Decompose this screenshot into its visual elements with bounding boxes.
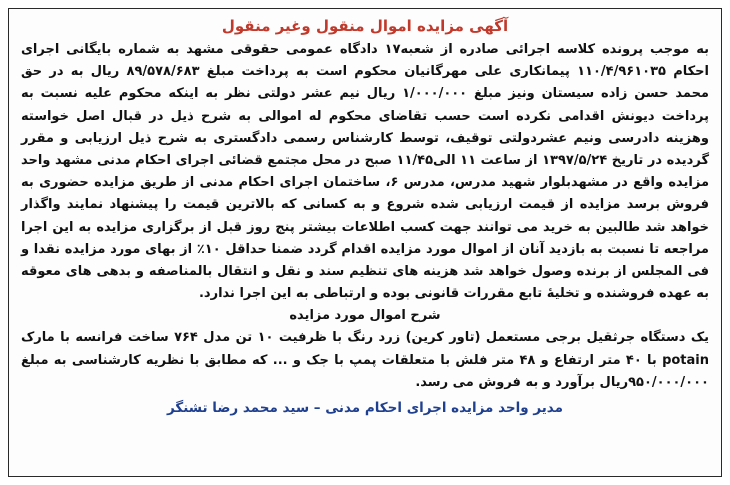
item-description: یک دستگاه جرثقیل برجی مستعمل (تاور کرین) زرد رنگ با ظرفیت ۱۰ تن مدل ۷۶۴ ساخت فرانسه با مارک potain با ۴۰ متر ارتفاع و ۴۸ متر فلش با متعلقات پمپ با جک و ... که مطابق با نظریه کارشناسی به مبلغ ۹۵۰/۰۰۰/۰۰۰ریال برآورد و به فروش می رسد. bbox=[21, 330, 710, 390]
section-title: شرح اموال مورد مزایده bbox=[289, 308, 441, 324]
notice-title: آگهی مزایده اموال منقول وغیر منقول bbox=[221, 17, 509, 35]
notice-signature: مدیر واحد مزایده اجرای احکام مدنی – سید محمد رضا تشنگر bbox=[167, 400, 563, 417]
notice-body: به موجب پرونده کلاسه اجرائی صادره از شعبه۱۷ دادگاه عمومی حقوقی مشهد به شماره بایگانی اجرای احکام ۱۱۰/۴/۹۶۱۰۳۵ پیمانکاری علی مهرگانیان محکوم است به پرداخت مبلغ ۸۹/۵۷۸/۶۸۳ ریال به در حق محمد حسن زاده سیستان ونیز مبلغ ۱/۰۰۰/۰۰۰ ریال نیم عشر دولتی نظر به اینکه محکوم علیه نسبت به پرداخت دیونش اقدامی نکرده است حسب تقاضای محکوم له اموالی به شرح ذیل در قبال اصل خواسته وهزینه دادرسی ونیم عشردولتی توقیف، توسط کارشناس رسمی دادگستری به شرح ذیل ارزیابی و مقرر گردیده در تاریخ ۱۳۹۷/۵/۲۴ از ساعت ۱۱ الی۱۱/۴۵ صبح در محل مجتمع قضائی اجرای احکام مدنی مشهد واحد مزایده واقع در مشهدبلوار شهید مدرس، مدرس ۶، ساختمان اجرای احکام مدنی از طریق مزایده حضوری به فروش برسد مزایده از قیمت ارزیابی شده شروع و به کسانی که بالاترین قیمت را پیشنهاد نمایند واگذار خواهد شد طالبین به خرید می توانند جهت کسب اطلاعات بیشتر پنج روز قبل از برگزاری مزایده به این اجرا مراجعه تا نسبت به بازدید آنان از اموال مورد مزایده اقدام گردد ضمنا حداقل ۱۰٪ از بهای مورد مزایده نقدا و فی المجلس از برنده وصول خواهد شد هزینه های تنظیم سند و نقل و انتقال بالمناصفه و بدهی های معوقه به عهده فروشنده و تخلیهٔ تابع مقررات قانونی بوده و ارتباطی به این اجرا ندارد. bbox=[21, 42, 710, 302]
auction-notice bbox=[8, 8, 722, 477]
